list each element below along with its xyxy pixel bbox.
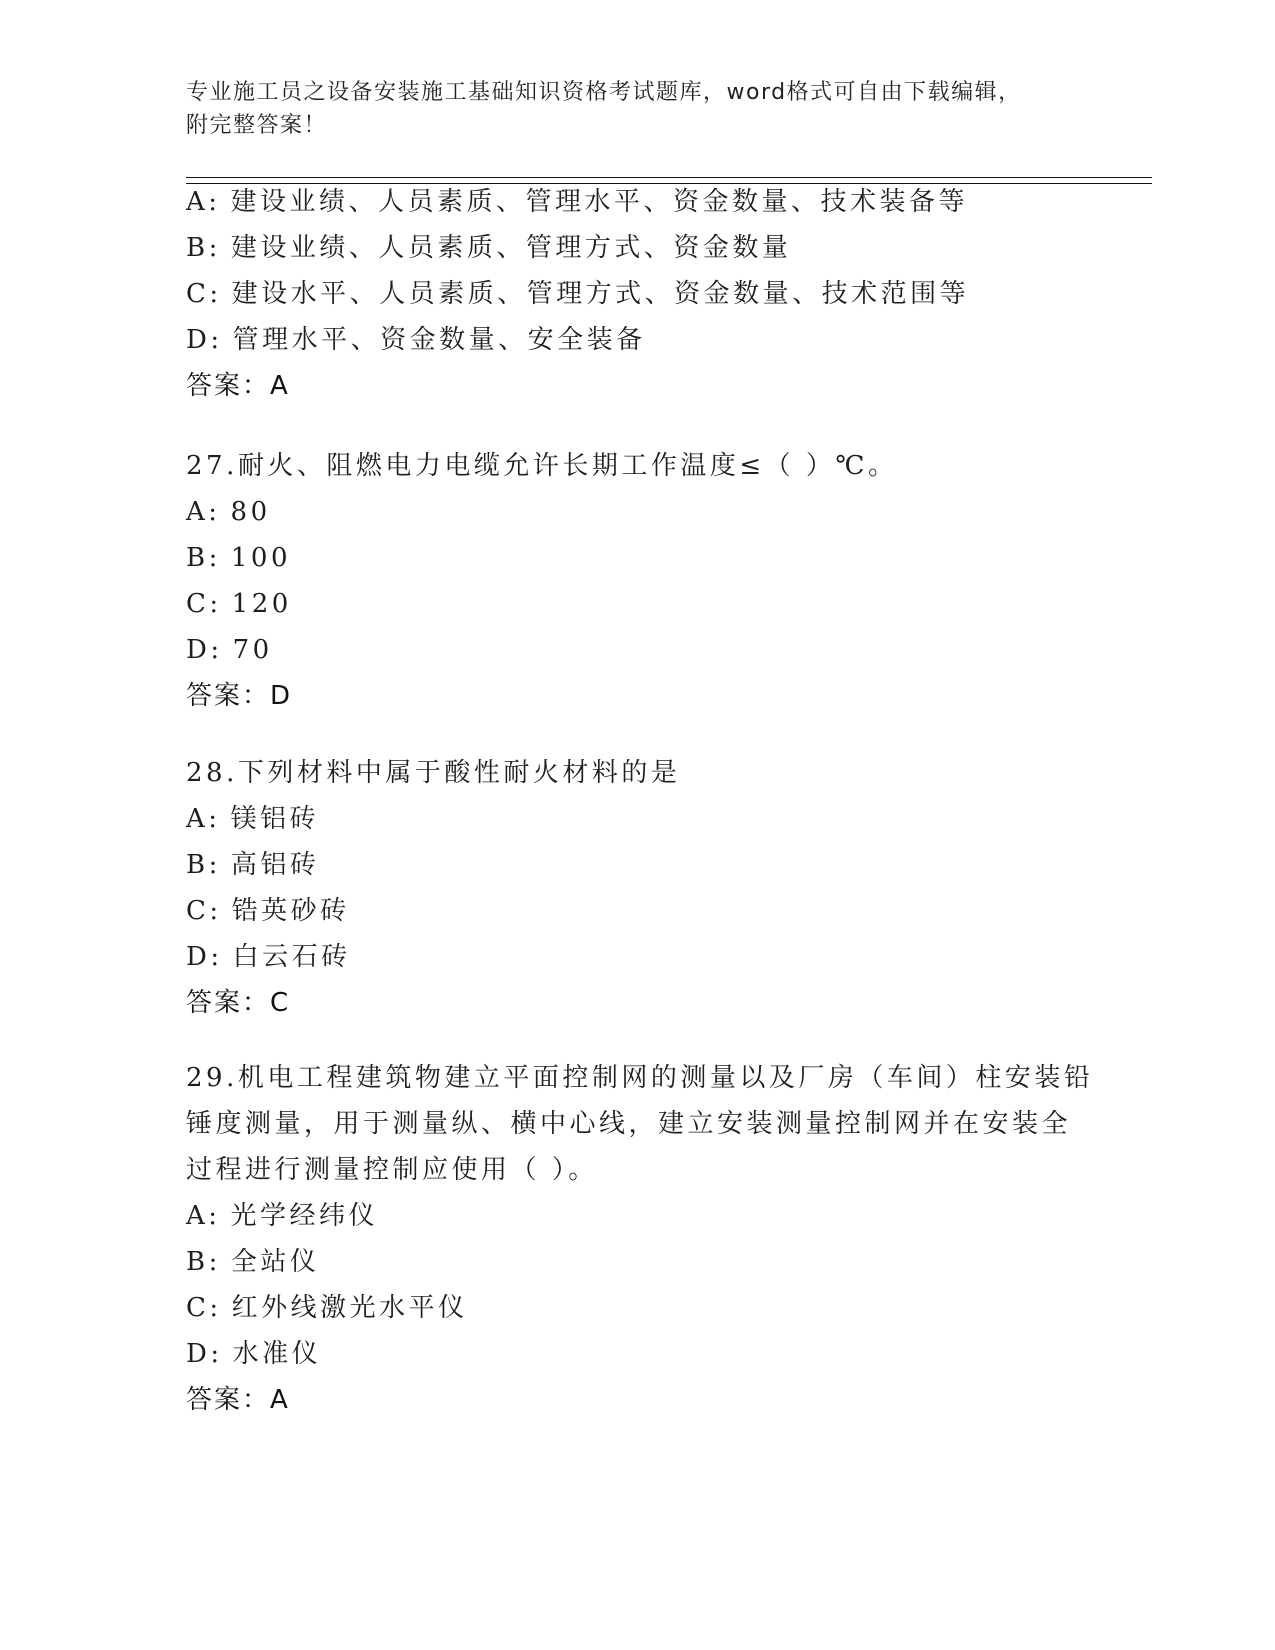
- option-b: [186, 842, 1086, 888]
- option-text: 建设水平、人员素质、管理方式、资金数量、技术范围等: [231, 279, 970, 309]
- option-letter: C:: [186, 1293, 222, 1323]
- option-text: 70: [232, 635, 273, 665]
- option-a: [186, 1193, 1086, 1239]
- option-letter: B:: [186, 233, 221, 263]
- option-letter: B:: [186, 850, 221, 880]
- option-a: [186, 796, 1086, 842]
- option-letter: D:: [186, 325, 223, 355]
- option-text: 建设业绩、人员素质、管理方式、资金数量: [230, 233, 792, 263]
- option-letter: C:: [186, 896, 222, 926]
- question-28: [186, 750, 1086, 1026]
- option-text: 锆英砂砖: [231, 896, 350, 926]
- option-d: [186, 934, 1086, 980]
- answer: 答案：A: [186, 1385, 290, 1415]
- option-letter: D:: [186, 1339, 223, 1369]
- answer: 答案：A: [186, 371, 290, 401]
- header-line-1: 专业施工员之设备安装施工基础知识资格考试题库，word格式可自由下载编辑，: [186, 80, 1022, 105]
- option-c: [186, 581, 1086, 627]
- option-c: [186, 1285, 1086, 1331]
- option-text: 高铝砖: [230, 850, 320, 880]
- option-text: 红外线激光水平仪: [231, 1293, 468, 1323]
- option-letter: A:: [186, 1201, 221, 1231]
- option-b: [186, 535, 1086, 581]
- question-stem: 27.耐火、阻燃电力电缆允许长期工作温度≤（ ）℃。: [186, 451, 898, 481]
- option-text: 镁铝砖: [230, 804, 320, 834]
- option-d: [186, 317, 1086, 363]
- option-letter: B:: [186, 543, 221, 573]
- answer: 答案：D: [186, 681, 293, 711]
- question-27: [186, 443, 1086, 719]
- option-text: 光学经纬仪: [230, 1201, 379, 1231]
- option-c: [186, 271, 1086, 317]
- option-text: 全站仪: [230, 1247, 320, 1277]
- question-stem-line: 29.机电工程建筑物建立平面控制网的测量以及厂房（车间）柱安装铅: [186, 1063, 1094, 1093]
- option-c: [186, 888, 1086, 934]
- option-letter: A:: [186, 497, 221, 527]
- document-header: [186, 76, 1076, 142]
- option-letter: C:: [186, 279, 222, 309]
- question-stem: 28.下列材料中属于酸性耐火材料的是: [186, 758, 681, 788]
- option-letter: D:: [186, 942, 223, 972]
- option-text: 管理水平、资金数量、安全装备: [232, 325, 646, 355]
- option-text: 100: [230, 543, 292, 573]
- option-text: 120: [231, 589, 292, 619]
- answer: 答案：C: [186, 988, 291, 1018]
- option-d: [186, 627, 1086, 673]
- option-letter: B:: [186, 1247, 221, 1277]
- option-a: [186, 179, 1086, 225]
- option-b: [186, 1239, 1086, 1285]
- option-b: [186, 225, 1086, 271]
- question-stem-line: 过程进行测量控制应使用（ ）。: [186, 1155, 598, 1185]
- question-29: [186, 1055, 1094, 1423]
- option-letter: D:: [186, 635, 223, 665]
- option-a: [186, 489, 1086, 535]
- option-letter: C:: [186, 589, 222, 619]
- question-stem-line: 锤度测量，用于测量纵、横中心线，建立安装测量控制网并在安装全: [186, 1109, 1072, 1139]
- option-letter: A:: [186, 187, 221, 217]
- option-text: 白云石砖: [232, 942, 351, 972]
- option-d: [186, 1331, 1086, 1377]
- option-text: 80: [230, 497, 271, 527]
- header-rule-top: [186, 177, 1152, 178]
- header-line-2: 附完整答案！: [186, 113, 328, 138]
- option-text: 水准仪: [232, 1339, 322, 1369]
- option-text: 建设业绩、人员素质、管理水平、资金数量、技术装备等: [230, 187, 969, 217]
- option-letter: A:: [186, 804, 221, 834]
- question-26: [186, 179, 1086, 409]
